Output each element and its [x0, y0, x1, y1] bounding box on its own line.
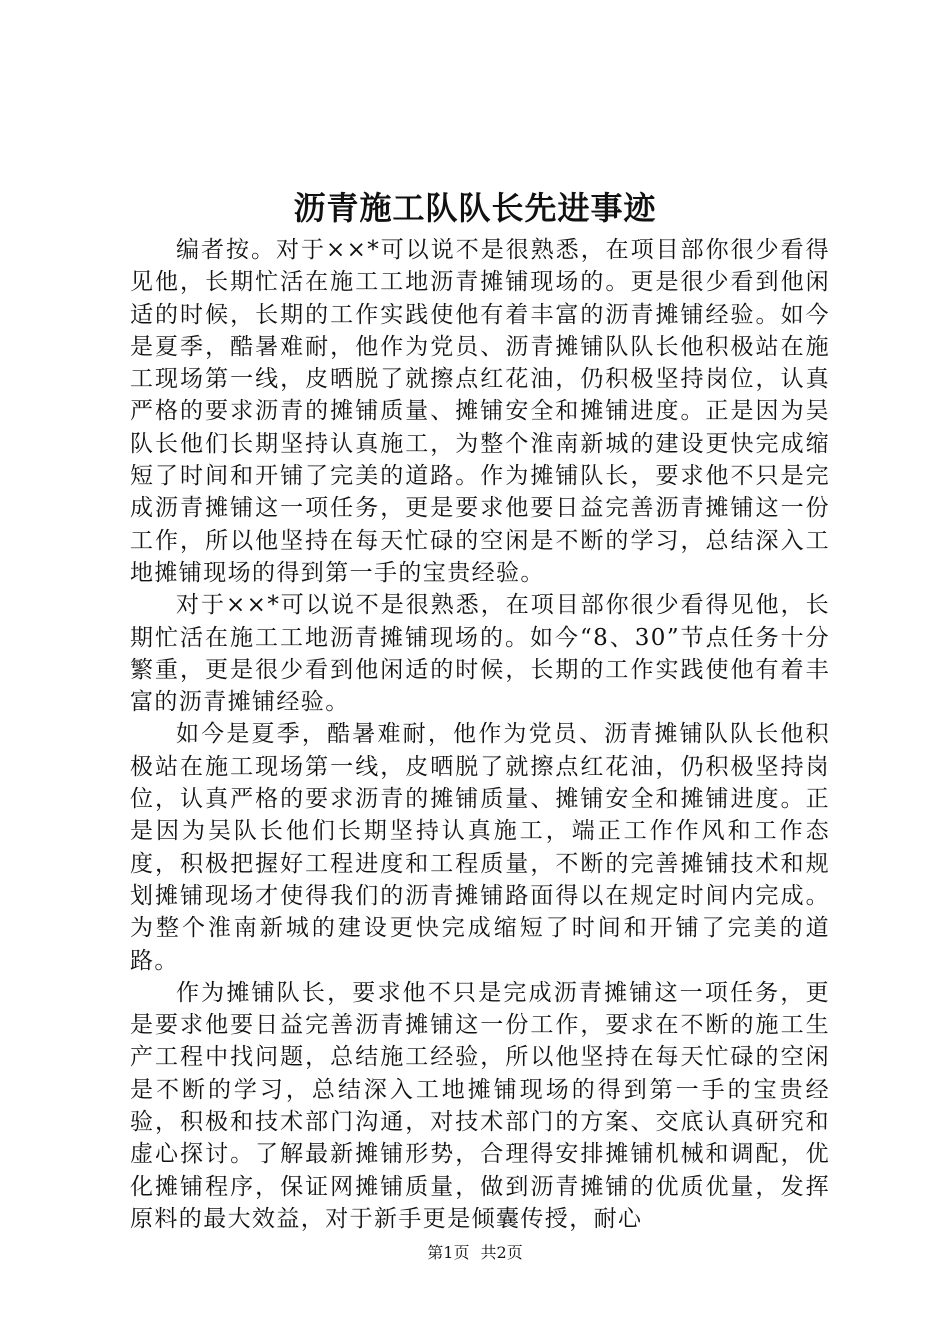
- page-footer: 第1页 共2页: [427, 1243, 523, 1262]
- paragraph-team-leader: 作为摊铺队长，要求他不只是完成沥青摊铺这一项任务，更是要求他要日益完善沥青摊铺这一份工作，要求在不断的施工生产工程中找问题，总结施工经验，所以他坚持在每天忙碌的空闲是不断的学习，总结深入工地摊铺现场的得到第一手的宝贵经验，积极和技术部门沟通，对技术部门的方案、交底认真研究和虚心探讨。了解最新摊铺形势，合理得安排摊铺机械和调配，优化摊铺程序，保证网摊铺质量，做到沥青摊铺的优质优量，发挥原料的最大效益，对于新手更是倾囊传授，耐心: [130, 979, 830, 1232]
- document-title: 沥青施工队队长先进事迹: [293, 189, 657, 227]
- document-body: [130, 234, 830, 1235]
- paragraph-intro: 对于××*可以说不是很熟悉，在项目部你很少看得见他，长期忙活在施工工地沥青摊铺现场的。如今“8、30”节点任务十分繁重，更是很少看到他闲适的时候，长期的工作实践使他有着丰富的沥青摊铺经验。: [130, 592, 830, 716]
- paragraph-summer-work: 如今是夏季，酷暑难耐，他作为党员、沥青摊铺队队长他积极站在施工现场第一线，皮晒脱了就擦点红花油，仍积极坚持岗位，认真严格的要求沥青的摊铺质量、摊铺安全和摊铺进度。正是因为吴队长他们长期坚持认真施工，端正工作作风和工作态度，积极把握好工程进度和工程质量，不断的完善摊铺技术和规划摊铺现场才使得我们的沥青摊铺路面得以在规定时间内完成。为整个淮南新城的建设更快完成缩短了时间和开铺了完美的道路。: [130, 721, 830, 974]
- paragraph-editor-note: 编者按。对于××*可以说不是很熟悉，在项目部你很少看得见他，长期忙活在施工工地沥青摊铺现场的。更是很少看到他闲适的时候，长期的工作实践使他有着丰富的沥青摊铺经验。如今是夏季，酷暑难耐，他作为党员、沥青摊铺队队长他积极站在施工现场第一线，皮晒脱了就擦点红花油，仍积极坚持岗位，认真严格的要求沥青的摊铺质量、摊铺安全和摊铺进度。正是因为吴队长他们长期坚持认真施工，为整个淮南新城的建设更快完成缩短了时间和开铺了完美的道路。作为摊铺队长，要求他不只是完成沥青摊铺这一项任务，更是要求他要日益完善沥青摊铺这一份工作，所以他坚持在每天忙碌的空闲是不断的学习，总结深入工地摊铺现场的得到第一手的宝贵经验。: [130, 237, 830, 586]
